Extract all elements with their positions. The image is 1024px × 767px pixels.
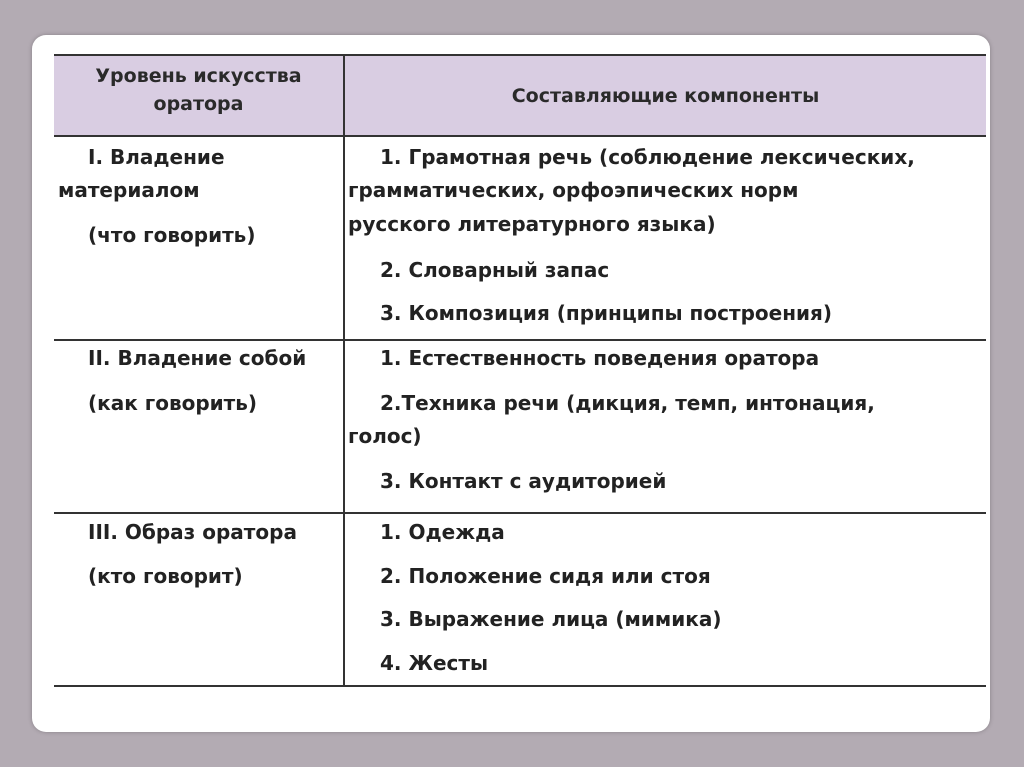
row1-component: грамматических, орфоэпических норм <box>348 178 799 202</box>
row2-component: 3. Контакт с аудиторией <box>380 469 667 493</box>
row3-component: 1. Одежда <box>380 520 505 544</box>
header-level-line2: оратора <box>153 93 244 115</box>
row3-component: 3. Выражение лица (мимика) <box>380 607 722 631</box>
row1-component: русского литературного языка) <box>348 212 716 236</box>
header-components-cell <box>345 82 986 110</box>
row1-level-note: (что говорить) <box>88 223 256 247</box>
row1-level-line1: I. Владение <box>88 145 225 169</box>
row2-component: голос) <box>348 424 422 448</box>
row1-component: 3. Композиция (принципы построения) <box>380 301 833 325</box>
row-divider <box>54 512 986 514</box>
row2-component: 1. Естественность поведения оратора <box>380 346 820 370</box>
row2-level-line1: II. Владение собой <box>88 346 307 370</box>
row1-level-line2: материалом <box>58 178 200 202</box>
row2-level-note: (как говорить) <box>88 391 258 415</box>
row1-component: 2. Словарный запас <box>380 258 610 282</box>
row3-level-note: (кто говорит) <box>88 564 243 588</box>
row3-level-line1: III. Образ оратора <box>88 520 297 544</box>
components-table <box>54 54 986 687</box>
header-level-line1: Уровень искусства <box>95 65 302 87</box>
row3-component: 2. Положение сидя или стоя <box>380 564 711 588</box>
column-divider <box>343 56 345 685</box>
header-level-cell <box>54 62 343 118</box>
row1-component: 1. Грамотная речь (соблюдение лексических, <box>380 145 915 169</box>
row2-component: 2.Техника речи (дикция, темп, интонация, <box>380 391 875 415</box>
header-components: Составляющие компоненты <box>511 85 820 107</box>
table-header <box>54 56 986 137</box>
row3-component: 4. Жесты <box>380 651 489 675</box>
